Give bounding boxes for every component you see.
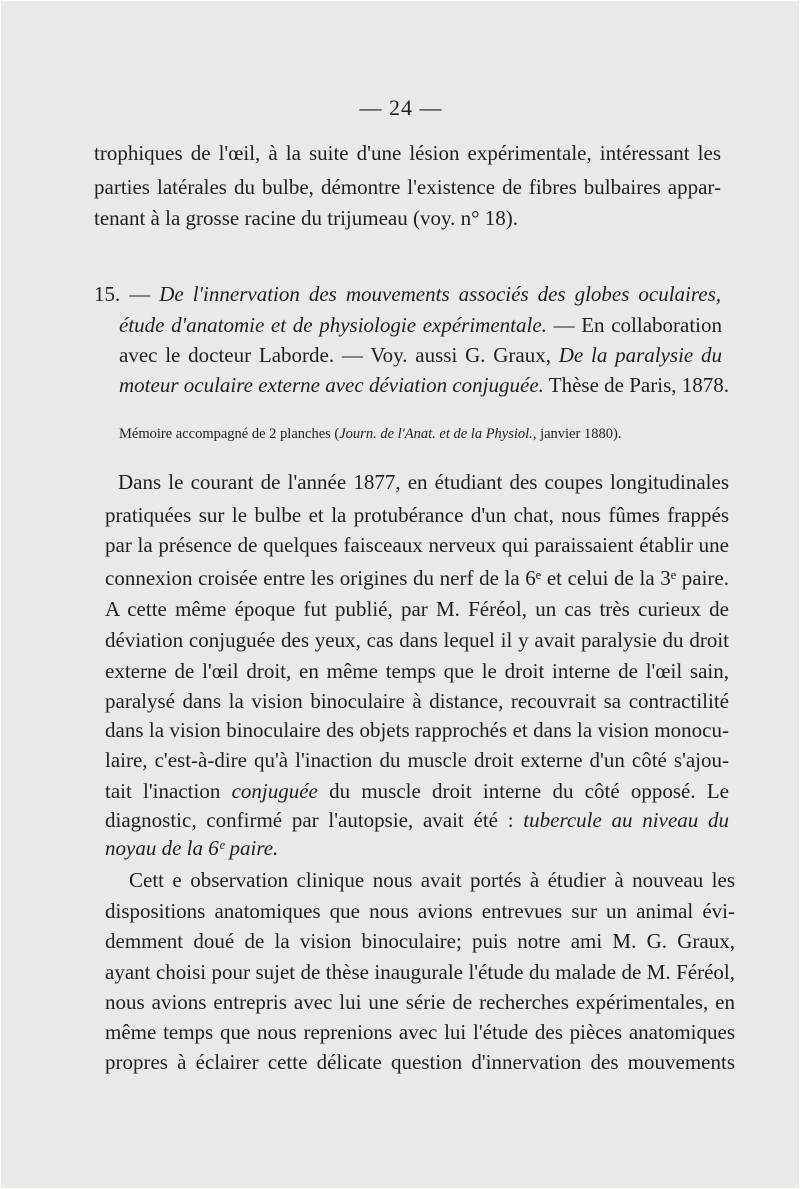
text-line: paralysé dans la vision binoculaire à distance, recouvrait sa contractilité	[105, 689, 729, 713]
thesis-place-date: Thèse de Paris, 1878.	[548, 373, 729, 397]
text-line: trophiques de l'œil, à la suite d'une lésion expérimentale, intéressant les	[94, 141, 721, 165]
text-line: même temps que nous reprenions avec lui l'étude des pièces anatomiques	[105, 1020, 735, 1044]
text-line: par la présence de quelques faisceaux nerveux qui paraissaient établir une	[105, 533, 729, 557]
emphasis: conjuguée	[231, 779, 318, 803]
text-line	[105, 835, 278, 861]
text-line: tenant à la grosse racine du trijumeau (voy. n° 18).	[94, 206, 518, 230]
entry-title-line	[119, 312, 722, 338]
entry-note	[119, 421, 621, 447]
text-line: nous avions entrepris avec lui une série de recherches expérimentales, en	[105, 990, 735, 1014]
text-line: externe de l'œil droit, en même temps que le droit interne de l'œil sain,	[105, 659, 729, 683]
entry-collaboration: — En collaboration	[553, 313, 722, 337]
text-line	[105, 778, 729, 804]
note-date: , janvier 1880).	[532, 426, 622, 442]
entry-number: 15.	[94, 282, 121, 306]
diagnosis-cont: noyau de la 6ᵉ paire.	[105, 836, 279, 860]
text-line: pratiquées sur le bulbe et la protubérance d'un chat, nous fûmes frappés	[105, 503, 729, 527]
text-line: A cette même époque fut publié, par M. Féréol, un cas très curieux de	[105, 597, 729, 621]
thesis-title: De la paralysie du	[558, 343, 722, 367]
text-line: connexion croisée entre les origines du nerf de la 6ᵉ et celui de la 3ᵉ paire.	[105, 566, 729, 590]
text-line: propres à éclairer cette délicate question d'innervation des mouvements	[105, 1050, 735, 1074]
text-segment: diagnostic, confirmé par l'autopsie, avait été :	[105, 808, 514, 832]
diagnosis: tubercule au niveau du	[523, 808, 729, 832]
entry-dash: —	[129, 282, 151, 306]
text-line: dans la vision binoculaire des objets rapprochés et dans la vision monocu-	[105, 718, 729, 742]
entry-reference-line	[119, 342, 722, 368]
note-text: Mémoire accompagné de 2 planches (	[119, 426, 340, 442]
text-line: demment doué de la vision binoculaire; puis notre ami M. G. Graux,	[105, 929, 735, 953]
text-line: parties latérales du bulbe, démontre l'existence de fibres bulbaires appar-	[94, 175, 721, 199]
text-line: déviation conjuguée des yeux, cas dans lequel il y avait paralysie du droit	[105, 628, 729, 652]
entry-reference-line	[119, 372, 729, 398]
page-number: — 24 —	[359, 95, 443, 120]
text-line: ayant choisi pour sujet de thèse inaugurale l'étude du malade de M. Féréol,	[105, 960, 735, 984]
journal-title: Journ. de l'Anat. et de la Physiol.	[339, 426, 533, 442]
text-line: Dans le courant de l'année 1877, en étudiant des coupes longitudinales	[118, 470, 729, 494]
entry-reference-text: avec le docteur Laborde. — Voy. aussi G. Graux,	[119, 343, 551, 367]
text-segment: du muscle droit interne du côté opposé. Le	[329, 779, 730, 803]
thesis-title-cont: moteur oculaire externe avec déviation conjuguée.	[119, 373, 544, 397]
text-line: dispositions anatomiques que nous avions entrevues sur un animal évi-	[105, 899, 735, 923]
text-segment: tait l'inaction	[105, 779, 221, 803]
entry-header	[94, 281, 721, 307]
entry-title: De l'innervation des mouvements associés des globes oculaires,	[159, 282, 722, 306]
text-line	[105, 807, 729, 833]
text-line: laire, c'est-à-dire qu'à l'inaction du muscle droit externe d'un côté s'ajou-	[105, 748, 729, 772]
entry-subtitle: étude d'anatomie et de physiologie expérimentale.	[119, 313, 547, 337]
text-line: Cett e observation clinique nous avait portés à étudier à nouveau les	[129, 868, 735, 892]
book-page	[1, 1, 799, 1188]
